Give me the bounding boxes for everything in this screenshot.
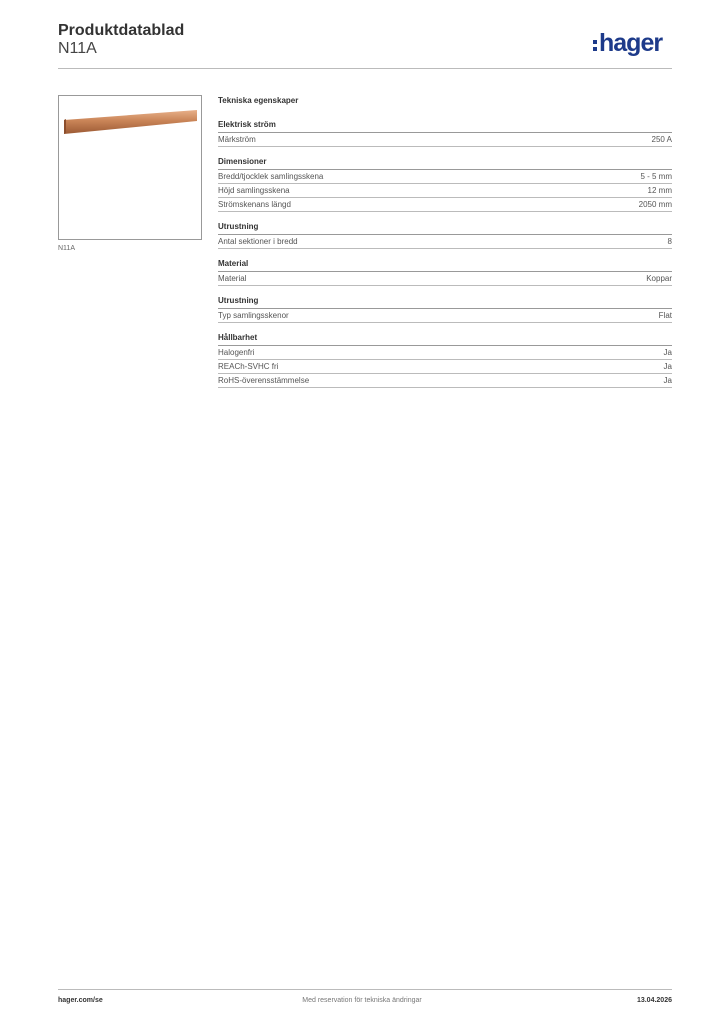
spec-label: Halogenfri	[218, 348, 255, 357]
page-title: Produktdatablad	[58, 22, 185, 39]
spec-value: Flat	[658, 311, 672, 320]
spec-group-title: Hållbarhet	[218, 333, 672, 346]
spec-value: 250 A	[651, 135, 672, 144]
product-image	[58, 95, 202, 240]
footer-notice: Med reservation för tekniska ändringar	[302, 997, 422, 1004]
spec-row	[218, 133, 672, 147]
spec-value: 5 - 5 mm	[640, 172, 672, 181]
specs-section	[218, 96, 672, 398]
spec-value: Ja	[663, 362, 672, 371]
spec-group	[218, 296, 672, 323]
spec-label: Höjd samlingsskena	[218, 186, 290, 195]
spec-group	[218, 333, 672, 388]
spec-group	[218, 222, 672, 249]
spec-value: Ja	[663, 348, 672, 357]
spec-group-title: Elektrisk ström	[218, 120, 672, 133]
spec-row	[218, 309, 672, 323]
spec-group	[218, 259, 672, 286]
spec-label: Antal sektioner i bredd	[218, 237, 298, 246]
spec-row	[218, 170, 672, 184]
spec-group-title: Material	[218, 259, 672, 272]
spec-group-title: Utrustning	[218, 296, 672, 309]
spec-value: 2050 mm	[638, 200, 672, 209]
logo-dots-icon	[593, 40, 597, 51]
header-divider	[58, 68, 672, 69]
spec-row	[218, 272, 672, 286]
image-caption: N11A	[58, 245, 75, 252]
spec-row	[218, 374, 672, 388]
spec-label: RoHS-överensstämmelse	[218, 376, 310, 385]
footer-website-link[interactable]: hager.com/se	[58, 997, 103, 1004]
spec-value: Koppar	[646, 274, 672, 283]
spec-row	[218, 235, 672, 249]
copper-busbar-image	[59, 96, 201, 239]
hager-logo	[593, 28, 662, 58]
spec-group	[218, 120, 672, 147]
spec-label: Bredd/tjocklek samlingsskena	[218, 172, 324, 181]
spec-row	[218, 360, 672, 374]
spec-label: REACh-SVHC fri	[218, 362, 279, 371]
spec-group	[218, 157, 672, 212]
spec-value: 8	[667, 237, 672, 246]
spec-row	[218, 346, 672, 360]
spec-groups	[218, 120, 672, 388]
spec-row	[218, 198, 672, 212]
spec-label: Strömskenans längd	[218, 200, 291, 209]
spec-value: 12 mm	[647, 186, 672, 195]
brand-wordmark: hager	[599, 28, 663, 57]
specs-heading: Tekniska egenskaper	[218, 96, 299, 105]
spec-label: Typ samlingsskenor	[218, 311, 289, 320]
spec-value: Ja	[663, 376, 672, 385]
spec-group-title: Utrustning	[218, 222, 672, 235]
spec-label: Märkström	[218, 135, 256, 144]
product-code: N11A	[58, 40, 97, 57]
spec-group-title: Dimensioner	[218, 157, 672, 170]
footer-divider	[58, 989, 672, 990]
footer-date: 13.04.2026	[636, 997, 672, 1004]
spec-label: Material	[218, 274, 247, 283]
spec-row	[218, 184, 672, 198]
